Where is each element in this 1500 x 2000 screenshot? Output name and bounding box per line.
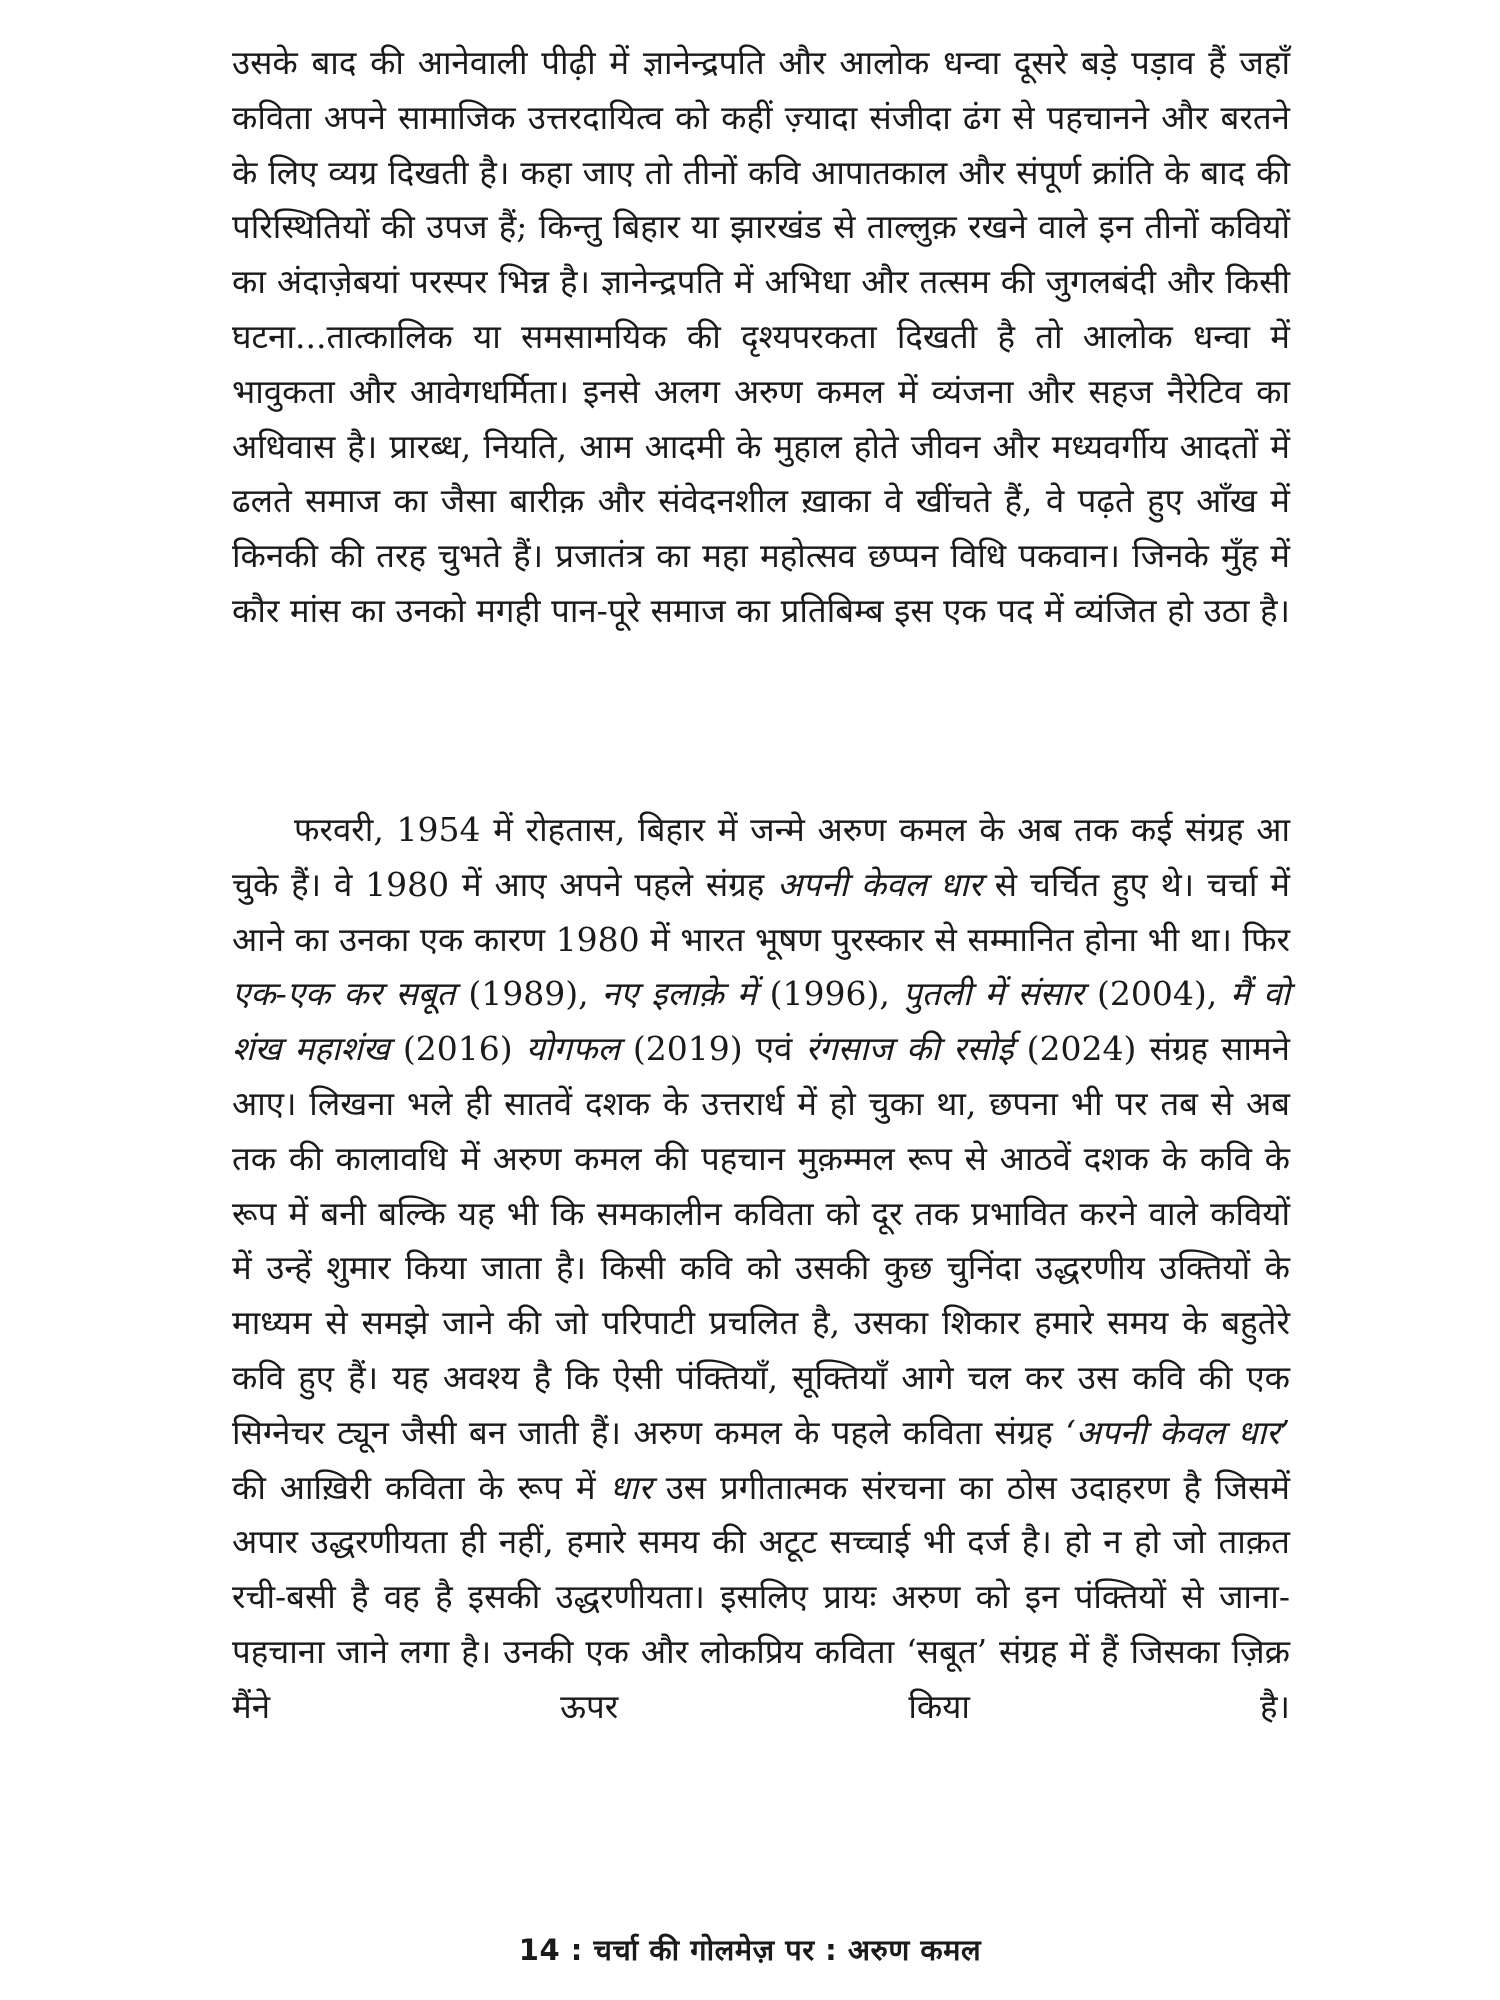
paragraph-2-text: की आख़िरी कविता के रूप में bbox=[232, 1467, 610, 1507]
paragraph-2-text: (2016) bbox=[389, 1029, 526, 1069]
paragraph-2-text: (1996), bbox=[756, 974, 903, 1014]
book-title-apni-keval-dhaar: अपनी केवल धार bbox=[777, 864, 982, 904]
paragraph-1 bbox=[232, 36, 1290, 639]
book-title-putli-mein-sansar: पुतली में संसार bbox=[902, 974, 1084, 1014]
book-title-naye-ilaake-mein: नए इलाक़े में bbox=[601, 974, 757, 1014]
book-title-rangsaaj-ki-rasoi: रंगसाज की रसोई bbox=[805, 1029, 1014, 1069]
paragraph-2-text: (2004), bbox=[1083, 974, 1231, 1014]
paragraph-2-text: फरवरी, 1954 में रोहतास, बिहार में जन्मे अरुण कमल के अब तक कई संग्रह आ चुके हैं। वे 1980 में आए अपने पहले संग्रह bbox=[232, 810, 1290, 904]
paragraph-2-text: (1989), bbox=[455, 974, 602, 1014]
page-footer: 14 : चर्चा की गोलमेज़ पर : अरुण कमल bbox=[518, 1933, 982, 1967]
paragraph-2-text: (2019) एवं bbox=[619, 1029, 806, 1069]
book-title-ek-ek-kar-saboot: एक-एक कर सबूत bbox=[232, 974, 456, 1014]
paragraph-2-text: (2024) संग्रह सामने आए। लिखना भले ही सातवें दशक के उत्तरार्ध में हो चुका था, छपना भी पर तब से अब तक की कालावधि में अरुण कमल की पहचान मुक़म्मल रूप से आठवें दशक के कवि के रूप में बनी बल्कि यह भी कि समकालीन कविता को दूर तक प्रभावित करने वाले कवियों में उन्हें शुमार किया जाता है। किसी कवि को उसकी कुछ चुनिंदा उद्धरणीय उक्तियों के माध्यम से समझे जाने की जो परिपाटी प्रचलित है, उसका शिकार हमारे समय के बहुतेरे कवि हुए हैं। यह अवश्य है कि ऐसी पंक्तियाँ, सूक्तियाँ आगे चल कर उस कवि की एक सिग्नेचर ट्यून जैसी बन जाती हैं। अरुण कमल के पहले कविता संग्रह bbox=[232, 1029, 1290, 1452]
book-title-main-vo-shankh-mahashankh: मैं वो शंख महाशंख bbox=[232, 974, 1290, 1069]
paragraph-1-text: उसके बाद की आनेवाली पीढ़ी में ज्ञानेन्द्रपति और आलोक धन्वा दूसरे बड़े पड़ाव हैं जहाँ कविता अपने सामाजिक उत्तरदायित्व को कहीं ज़्यादा संजीदा ढंग से पहचानने और बरतने के लिए व्यग्र दिखती है। कहा जाए तो तीनों कवि आपातकाल और संपूर्ण क्रांति के बाद की परिस्थितियों की उपज हैं; किन्तु बिहार या झारखंड से ताल्लुक़ रखने वाले इन तीनों कवियों का अंदाज़ेबयां परस्पर भिन्न है। ज्ञानेन्द्रपति में अभिधा और तत्सम की जुगलबंदी और किसी घटना...तात्कालिक या समसामयिक की दृश्यपरकता दिखती है तो आलोक धन्वा में भावुकता और आवेगधर्मिता। इनसे अलग अरुण कमल में व्यंजना और सहज नैरेटिव का अधिवास है। प्रारब्ध, नियति, आम आदमी के मुहाल होते जीवन और मध्यवर्गीय आदतों में ढलते समाज का जैसा बारीक़ और संवेदनशील ख़ाका वे खींचते हैं, वे पढ़ते हुए आँख में किनकी की तरह चुभते हैं। प्रजातंत्र का महा महोत्सव छप्पन विधि पकवान। जिनके मुँह में कौर मांस का उनको मगही पान-पूरे समाज का प्रतिबिम्ब इस एक पद में व्यंजित हो उठा है। bbox=[232, 43, 1290, 630]
paragraph-2-text: उस प्रगीतात्मक संरचना का ठोस उदाहरण है जिसमें अपार उद्धरणीयता ही नहीं, हमारे समय की अटूट सच्चाई भी दर्ज है। हो न हो जो ताक़त रची-बसी है वह है इसकी उद्धरणीयता। इसलिए प्रायः अरुण को इन पंक्तियों से जाना-पहचाना जाने लगा है। उनकी एक और लोकप्रिय कविता ‘सबूत’ संग्रह में हैं जिसका ज़िक्र मैंने ऊपर किया है। bbox=[232, 1467, 1290, 1726]
paragraph-2 bbox=[232, 803, 1290, 1735]
book-title-apni-keval-dhaar-quoted: ‘अपनी केवल धार’ bbox=[1065, 1412, 1290, 1452]
book-title-yogphal: योगफल bbox=[525, 1029, 620, 1069]
paragraph-2-text: से चर्चित हुए थे। चर्चा में आने का उनका एक कारण 1980 में भारत भूषण पुरस्कार से सम्मानित होना भी था। फिर bbox=[232, 864, 1290, 959]
poem-title-dhaar: धार bbox=[609, 1467, 652, 1507]
